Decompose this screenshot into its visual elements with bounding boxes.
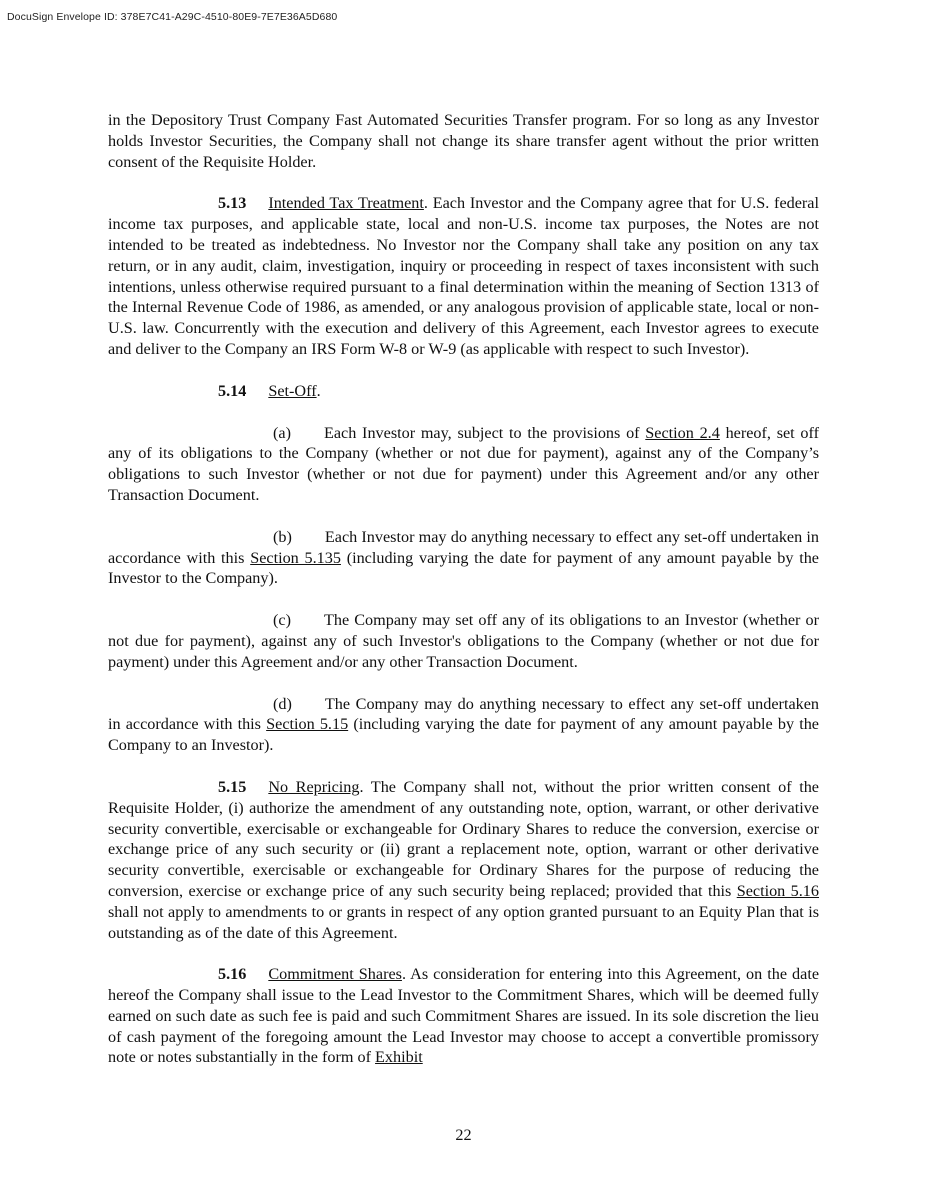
- subsection-text-post: (including varying the date for payment of any amount payable by the Investor to the Company).: [108, 548, 819, 588]
- section-heading: Intended Tax Treatment: [268, 194, 424, 213]
- cross-reference-link[interactable]: Section 5.15: [266, 715, 349, 734]
- subsection-label: (c): [273, 611, 291, 630]
- section-text-pre: . As consideration for entering into this Agreement, on the date hereof the Company shall issue to the Lead Investor to the Commitment Shares, which will be deemed fully earned on such date as such fee is paid and such Commitment Shares are issued. In its sole discretion the lieu of cash payment of the foregoing amount the Lead Investor may choose to accept a convertible promissory note or notes substantially in the form of: [108, 965, 819, 1067]
- section-number: 5.13: [218, 194, 247, 213]
- section-5-13: [108, 193, 819, 359]
- section-number: 5.14: [218, 381, 247, 400]
- section-number: 5.16: [218, 965, 247, 984]
- subsection-5-14-a: [108, 423, 819, 506]
- section-5-15: [108, 777, 819, 943]
- subsection-label: (a): [273, 423, 291, 442]
- cross-reference-link[interactable]: Section 5.135: [250, 548, 341, 567]
- subsection-text: The Company may set off any of its obligations to an Investor (whether or not due for payment), against any of such Investor's obligations to the Company (whether or not due for payment) under this Agreement and/or any other Transaction Document.: [108, 611, 819, 671]
- section-5-16: [108, 964, 819, 1068]
- paragraph-transfer-agent: in the Depository Trust Company Fast Automated Securities Transfer program. For so long as any Investor holds Investor Securities, the Company shall not change its share transfer agent without the prior written consent of the Requisite Holder.: [108, 111, 819, 171]
- document-page: [108, 110, 819, 1089]
- subsection-label: (b): [273, 527, 292, 546]
- page-number: 22: [455, 1126, 472, 1144]
- section-heading: Set-Off: [268, 381, 317, 400]
- subsection-text-pre: The Company may do anything necessary to effect any set-off undertaken in accordance with this: [108, 694, 819, 734]
- section-text-pre: . The Company shall not, without the prior written consent of the Requisite Holder, (i) authorize the amendment of any outstanding note, option, warrant, or other derivative security convertible, exercisable or exchangeable for Ordinary Shares to reduce the conversion, exercise or exchange price of any such security or (ii) grant a replacement note, option, warrant or other derivative security convertible, exercisable or exchangeable for Ordinary Shares for the purpose of reducing the conversion, exercise or exchange price of any such security being replaced; provided that this: [108, 777, 819, 900]
- subsection-text-post: hereof, set off any of its obligations to the Company (whether or not due for payment), against any of the Company’s obligations to such Investor (whether or not due for payment) under this Agreement and/or any other Transaction Document.: [108, 423, 819, 504]
- section-text: . Each Investor and the Company agree that for U.S. federal income tax purposes, and applicable state, local and non-U.S. income tax purposes, the Notes are not intended to be treated as indebtedness. No Investor nor the Company shall take any position on any tax return, or in any audit, claim, investigation, inquiry or proceeding in respect of taxes inconsistent with such intentions, unless otherwise required pursuant to a final determination within the meaning of Section 1313 of the Internal Revenue Code of 1986, as amended, or any analogous provision of applicable state, local or non-U.S. law. Concurrently with the execution and delivery of this Agreement, each Investor agrees to execute and deliver to the Company an IRS Form W-8 or W-9 (as applicable with respect to such Investor).: [108, 194, 819, 358]
- section-number: 5.15: [218, 777, 247, 796]
- subsection-5-14-b: [108, 527, 819, 589]
- section-heading: Commitment Shares: [268, 965, 402, 984]
- cross-reference-link[interactable]: Exhibit: [375, 1048, 423, 1067]
- docusign-envelope-id: DocuSign Envelope ID: 378E7C41-A29C-4510-80E9-7E7E36A5D680: [7, 11, 338, 23]
- section-heading-end: .: [316, 381, 321, 400]
- section-heading: No Repricing: [268, 777, 360, 796]
- subsection-text-post: (including varying the date for payment of any amount payable by the Company to an Investor).: [108, 715, 819, 755]
- subsection-5-14-c: [108, 610, 819, 672]
- section-5-14: [108, 381, 819, 402]
- cross-reference-link[interactable]: Section 5.16: [736, 881, 819, 900]
- subsection-5-14-d: [108, 694, 819, 756]
- cross-reference-link[interactable]: Section 2.4: [645, 423, 720, 442]
- section-text-post: shall not apply to amendments to or grants in respect of any option granted pursuant to an Equity Plan that is outstanding as of the date of this Agreement.: [108, 902, 819, 942]
- subsection-label: (d): [273, 694, 292, 713]
- subsection-text-pre: Each Investor may do anything necessary to effect any set-off undertaken in accordance with this: [108, 527, 819, 567]
- subsection-text-pre: Each Investor may, subject to the provisions of: [323, 423, 646, 442]
